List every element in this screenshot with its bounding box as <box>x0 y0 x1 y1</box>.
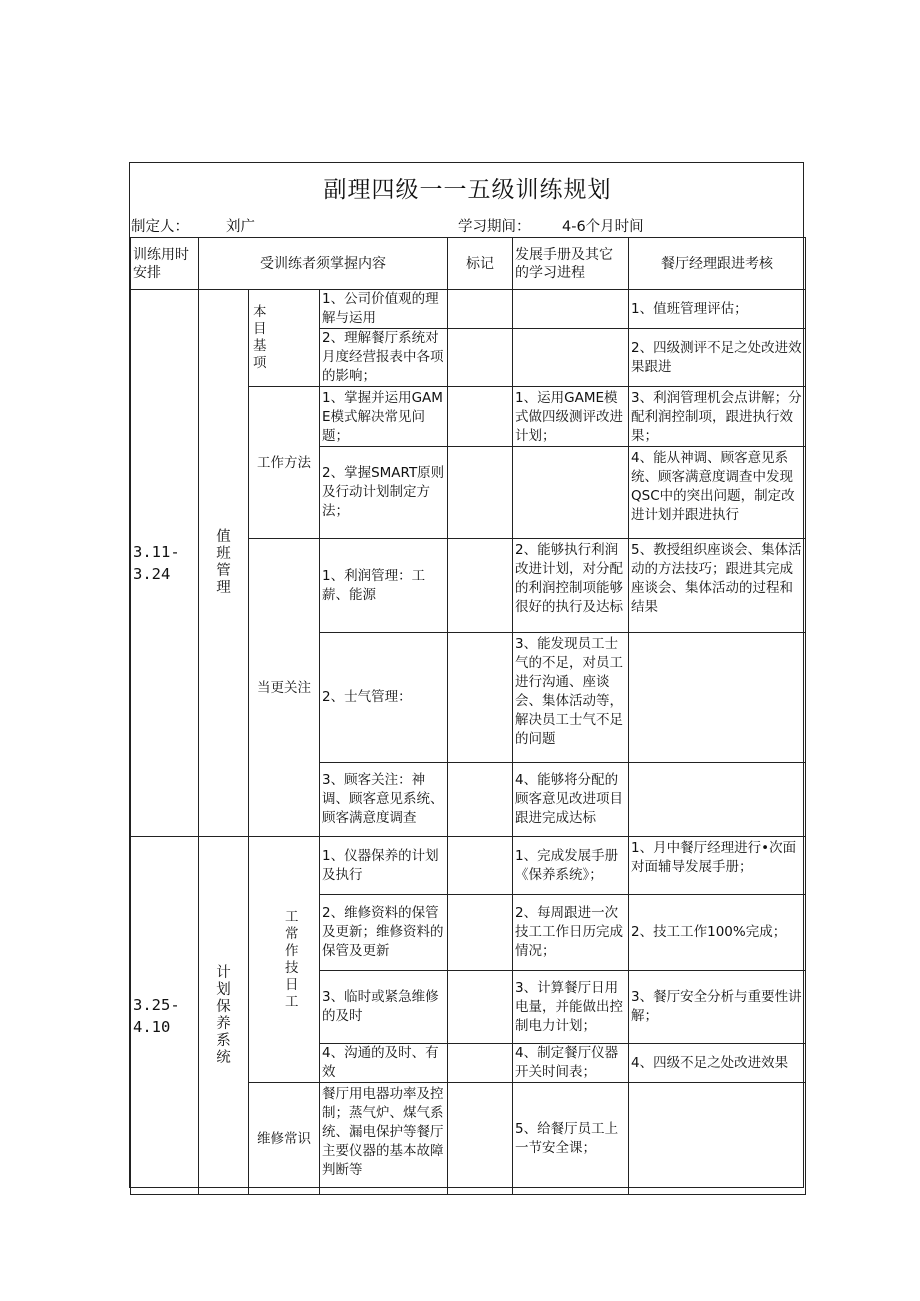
progress-cell: 4、能够将分配的顾客意见改进项目跟进完成达标 <box>513 763 629 837</box>
manager-cell: 3、利润管理机会点讲解；分配利润控制项，跟进执行效果； <box>629 387 806 447</box>
progress-cell: 5、给餐厅员工上一节安全课； <box>513 1083 629 1195</box>
mark-cell <box>448 1044 513 1083</box>
manager-cell: 2、技工工作100%完成； <box>629 895 806 971</box>
progress-cell: 2、能够执行利润改进计划，对分配的利润控制项能够很好的执行及达标 <box>513 539 629 633</box>
content-cell: 3、临时或紧急维修的及时 <box>320 971 448 1044</box>
manager-cell: 4、能从神调、顾客意见系统、顾客满意度调查中发现QSC中的突出问题，制定改进计划并跟进执行 <box>629 447 806 539</box>
section2-module: 计划保养系统 <box>199 837 249 1195</box>
manager-cell <box>629 763 806 837</box>
section1-category-work: 工作方法 <box>249 387 320 539</box>
content-cell: 3、顾客关注：神调、顾客意见系统、顾客满意度调查 <box>320 763 448 837</box>
progress-cell <box>513 290 629 329</box>
mark-cell <box>448 633 513 763</box>
progress-cell <box>513 329 629 387</box>
manager-cell: 4、四级不足之处改进效果 <box>629 1044 806 1083</box>
progress-cell: 1、运用GAME模式做四级测评改进计划； <box>513 387 629 447</box>
manager-cell: 5、教授组织座谈会、集体活动的方法技巧；跟进其完成座谈会、集体活动的过程和结果 <box>629 539 806 633</box>
content-cell: 1、掌握并运用GAME模式解决常见问题； <box>320 387 448 447</box>
content-cell: 餐厅用电器功率及控制；蒸气炉、煤气系统、漏电保护等餐厅主要仪器的基本故障判断等 <box>320 1083 448 1195</box>
section1-category-basic: 本目基项 <box>249 290 320 387</box>
progress-cell: 3、能发现员工士气的不足，对员工进行沟通、座谈会、集体活动等，解决员工士气不足的问题 <box>513 633 629 763</box>
mark-cell <box>448 447 513 539</box>
manager-cell: 2、四级测评不足之处改进效果跟进 <box>629 329 806 387</box>
progress-cell: 4、制定餐厅仪器开关时间表； <box>513 1044 629 1083</box>
content-cell: 2、理解餐厅系统对月度经营报表中各项的影响； <box>320 329 448 387</box>
progress-cell: 1、完成发展手册《保养系统》； <box>513 837 629 895</box>
header-time: 训练用时安排 <box>131 238 199 290</box>
table-row <box>131 837 806 895</box>
maker-value: 刘广 <box>226 219 255 235</box>
header-manager: 餐厅经理跟进考核 <box>629 238 806 290</box>
header-content: 受训练者须掌握内容 <box>199 238 448 290</box>
content-cell: 2、士气管理： <box>320 633 448 763</box>
section2-category-repair: 维修常识 <box>249 1083 320 1195</box>
training-table <box>130 237 806 1195</box>
section1-module: 值班管理 <box>199 290 249 837</box>
progress-cell: 3、计算餐厅日用电量，并能做出控制电力计划； <box>513 971 629 1044</box>
manager-cell: 1、月中餐厅经理进行•次面对面辅导发展手册； <box>629 837 806 895</box>
mark-cell <box>448 290 513 329</box>
period-value: 4-6个月时间 <box>562 219 644 235</box>
period-label: 学习期间： <box>458 219 531 235</box>
content-cell: 1、仪器保养的计划及执行 <box>320 837 448 895</box>
mark-cell <box>448 895 513 971</box>
manager-cell <box>629 633 806 763</box>
manager-cell <box>629 1083 806 1195</box>
manager-cell: 3、餐厅安全分析与重要性讲解； <box>629 971 806 1044</box>
header-progress: 发展手册及其它的学习进程 <box>513 238 629 290</box>
section2-category-daily: 工常作技日工 <box>249 837 320 1083</box>
content-cell: 1、利润管理：工薪、能源 <box>320 539 448 633</box>
mark-cell <box>448 387 513 447</box>
mark-cell <box>448 539 513 633</box>
content-cell: 2、维修资料的保管及更新；维修资料的保管及更新 <box>320 895 448 971</box>
content-cell: 2、掌握SMART原则及行动计划制定方法； <box>320 447 448 539</box>
mark-cell <box>448 971 513 1044</box>
manager-cell: 1、值班管理评估； <box>629 290 806 329</box>
table-row <box>131 290 806 329</box>
section2-date: 3.25-4.10 <box>131 837 199 1195</box>
mark-cell <box>448 1083 513 1195</box>
content-cell: 4、沟通的及时、有效 <box>320 1044 448 1083</box>
progress-cell: 2、每周跟进一次技工工作日历完成情况； <box>513 895 629 971</box>
mark-cell <box>448 837 513 895</box>
table-header-row <box>131 238 806 290</box>
header-mark: 标记 <box>448 238 513 290</box>
progress-cell <box>513 447 629 539</box>
mark-cell <box>448 329 513 387</box>
mark-cell <box>448 763 513 837</box>
content-cell: 1、公司价值观的理解与运用 <box>320 290 448 329</box>
section1-date: 3.11-3.24 <box>131 290 199 837</box>
maker-label: 制定人： <box>131 219 189 235</box>
training-plan-document <box>129 162 804 1188</box>
section1-category-focus: 当更关注 <box>249 539 320 837</box>
document-title: 副理四级一一五级训练规划 <box>323 177 612 203</box>
